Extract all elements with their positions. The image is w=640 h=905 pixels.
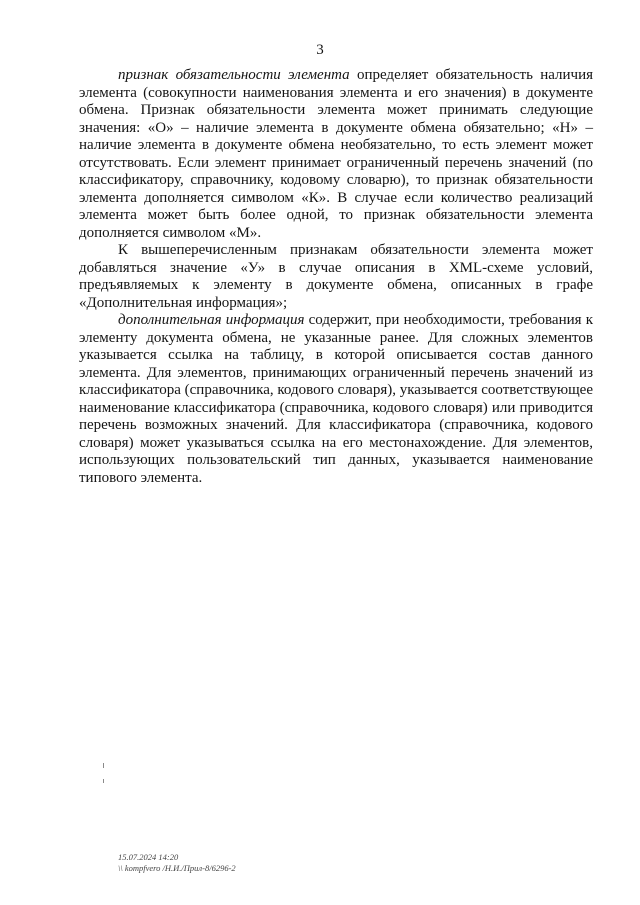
- term-mandatory-attribute: признак обязательности элемента: [118, 67, 350, 83]
- definition-mandatory-attribute: определяет обязательность наличия элемента (совокупности наименования элемента и его значения) в документе обмена. Признак обязательности элемента может принимать следующие значения: «О» – наличие элемента в документе обмена обязательно; «Н» – наличие элемента в документе обмена необязательно, то есть элемент может отсутствовать. Если элемент принимает ограниченный перечень значений (по классификатору, справочнику, кодовому словарю), то признак обязательности элемента дополняется символом «К». В случае если количество реализаций элемента может быть более одной, то признак обязательности элемента дополняется символом «М».: [79, 67, 593, 241]
- margin-scan-mark: [103, 763, 104, 768]
- paragraph-additional-info: [79, 312, 593, 487]
- term-additional-info: дополнительная информация: [118, 312, 305, 328]
- footer-timestamp: 15.07.2024 14:20: [118, 852, 179, 862]
- footer-reference: \\ kompfvero /Н.И./Прил-8/6296-2: [118, 862, 236, 873]
- page-number: 3: [316, 42, 324, 58]
- document-body: [79, 67, 593, 487]
- margin-scan-mark: [103, 779, 104, 783]
- paragraph-mandatory-attribute: [79, 67, 593, 242]
- paragraph-conditional-value: [79, 242, 593, 312]
- footer-stamp: [118, 852, 236, 873]
- definition-conditional-value: К вышеперечисленным признакам обязательности элемента может добавляться значение «У» в случае описания в XML-схеме условий, предъявляемых к элементу в документе обмена, описанных в графе «Дополнительная информация»;: [79, 242, 593, 311]
- definition-additional-info: содержит, при необходимости, требования к элементу документа обмена, не указанные ранее. Для сложных элементов указывается ссылка на таблицу, в которой описывается состав данного элемента. Для элементов, принимающих ограниченный перечень значений из классификатора (справочника, кодового словаря), указывается соответствующее наименование классификатора (справочника, кодового словаря) или приводится перечень возможных значений. Для классификатора (справочника, кодового словаря) может указываться ссылка на его местонахождение. Для элементов, использующих пользовательский тип данных, указывается наименование типового элемента.: [79, 312, 593, 486]
